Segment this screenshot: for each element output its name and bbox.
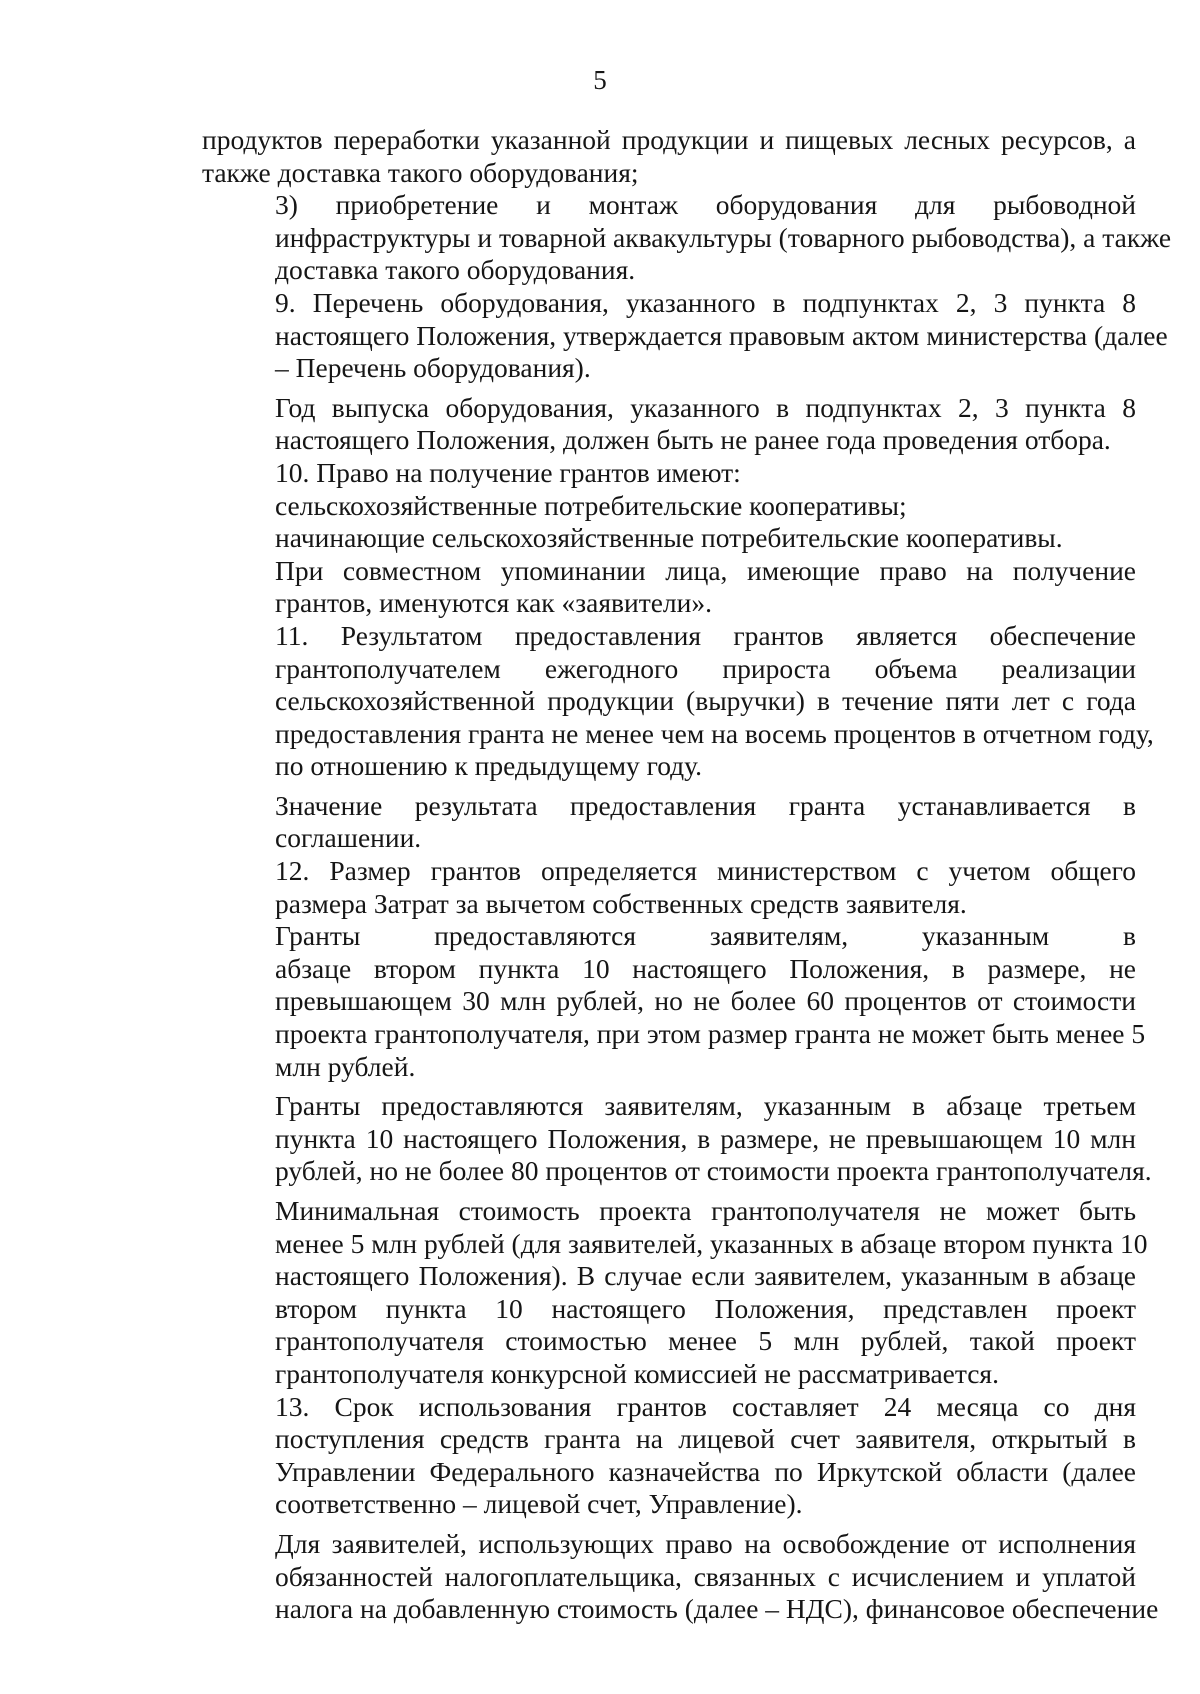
text-line: грантополучателя стоимостью менее 5 млн рублей, такой проект [275, 1325, 1136, 1357]
text-line: поступления средств гранта на лицевой счет заявителя, открытый в [275, 1423, 1136, 1455]
text-line: Управлении Федерального казначейства по Иркутской области (далее [275, 1455, 1136, 1487]
paragraph [202, 920, 1146, 1083]
text-line: продуктов переработки указанной продукции и пищевых лесных ресурсов, а [202, 124, 1136, 155]
paragraph [202, 392, 1136, 457]
text-line: – Перечень оборудования). [275, 352, 591, 384]
text-line: настоящего Положения, утверждается правовым актом министерства (далее [275, 319, 1168, 351]
text-line: Для заявителей, использующих право на освобождение от исполнения [275, 1527, 1136, 1559]
text-line: налога на добавленную стоимость (далее – НДС), финансовое обеспечение [275, 1593, 1159, 1625]
document-body [202, 124, 1172, 1626]
paragraph [202, 855, 1136, 920]
text-line: обязанностей налогоплательщика, связанных с исчислением и уплатой [275, 1560, 1136, 1592]
text-line: 11. Результатом предоставления грантов является обеспечение [275, 619, 1136, 651]
text-line: размера Затрат за вычетом собственных средств заявителя. [275, 887, 967, 919]
text-line: При совместном упоминании лица, имеющие право на получение [275, 554, 1136, 586]
text-line: пункта 10 настоящего Положения, в размере, не превышающем 10 млн [275, 1122, 1136, 1154]
paragraph [202, 522, 1136, 555]
text-line: начинающие сельскохозяйственные потребительские кооперативы. [275, 522, 1063, 554]
text-line: доставка такого оборудования. [275, 254, 636, 286]
paragraph [202, 555, 1136, 620]
text-line: менее 5 млн рублей (для заявителей, указанных в абзаце втором пункта 10 [275, 1227, 1148, 1259]
text-line: Год выпуска оборудования, указанного в подпунктах 2, 3 пункта 8 [275, 391, 1136, 423]
paragraph [202, 286, 1168, 385]
text-line: превышающем 30 млн рублей, но не более 60 процентов от стоимости [275, 985, 1136, 1017]
page-number: 5 [593, 65, 607, 95]
text-line: соответственно – лицевой счет, Управление). [275, 1488, 803, 1520]
paragraph [202, 619, 1154, 783]
text-line: втором пункта 10 настоящего Положения, представлен проект [275, 1292, 1136, 1324]
text-line: Гранты предоставляются заявителям, указанным в [275, 920, 1136, 952]
text-line: инфраструктуры и товарной аквакультуры (товарного рыбоводства), а также [275, 221, 1172, 253]
text-line: настоящего Положения, должен быть не ранее года проведения отбора. [275, 424, 1111, 456]
text-line: настоящего Положения). В случае если заявителем, указанным в абзаце [275, 1260, 1136, 1292]
text-line: предоставления гранта не менее чем на восемь процентов в отчетном году, [275, 717, 1154, 749]
text-line: 13. Срок использования грантов составляет 24 месяца со дня [275, 1390, 1136, 1422]
text-line: по отношению к предыдущему году. [275, 750, 703, 782]
paragraph [202, 457, 1136, 490]
paragraph [202, 790, 1136, 855]
paragraph [202, 189, 1172, 287]
paragraph [202, 1527, 1159, 1626]
text-line: Минимальная стоимость проекта грантополучателя не может быть [275, 1195, 1136, 1226]
text-line: грантов, именуются как «заявители». [275, 587, 712, 619]
text-line: проекта грантополучателя, при этом размер гранта не может быть менее 5 [275, 1018, 1146, 1050]
text-line: абзаце втором пункта 10 настоящего Положения, в размере, не [275, 952, 1136, 984]
text-line: 9. Перечень оборудования, указанного в подпунктах 2, 3 пункта 8 [275, 286, 1136, 318]
text-line: 12. Размер грантов определяется министерством с учетом общего [275, 855, 1136, 887]
text-line: 10. Право на получение грантов имеют: [275, 456, 741, 488]
text-line: Гранты предоставляются заявителям, указанным в абзаце третьем [275, 1090, 1136, 1122]
text-line: грантополучателем ежегодного прироста объема реализации [275, 652, 1136, 684]
paragraph [202, 490, 1136, 523]
text-line: соглашении. [275, 822, 422, 854]
text-line: сельскохозяйственной продукции (выручки) в течение пяти лет с года [275, 685, 1136, 717]
text-line: Значение результата предоставления гранта устанавливается в [275, 789, 1136, 821]
text-line: рублей, но не более 80 процентов от стоимости проекта грантополучателя. [275, 1155, 1152, 1187]
paragraph [202, 124, 1136, 189]
paragraph [202, 1195, 1148, 1391]
paragraph [202, 1391, 1136, 1521]
text-line: млн рублей. [275, 1050, 416, 1082]
text-line: также доставка такого оборудования; [202, 156, 639, 188]
text-line: грантополучателя конкурсной комиссией не рассматривается. [275, 1357, 999, 1389]
text-line: сельскохозяйственные потребительские кооперативы; [275, 489, 907, 521]
paragraph [202, 1090, 1152, 1188]
text-line: 3) приобретение и монтаж оборудования для рыбоводной [275, 189, 1136, 221]
